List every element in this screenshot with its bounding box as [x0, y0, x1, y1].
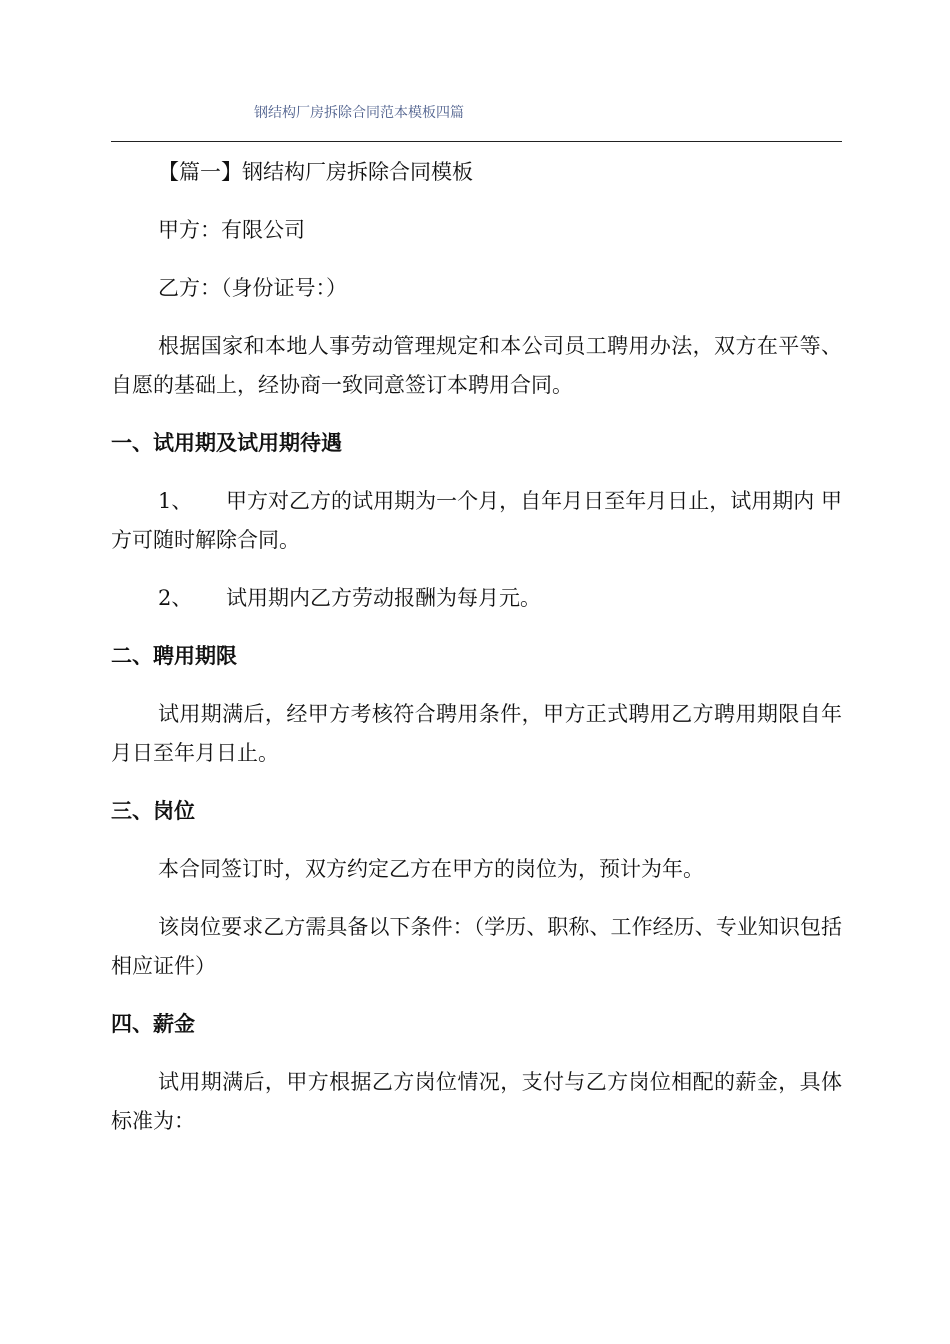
page-header-title: 钢结构厂房拆除合同范本模板四篇 [254, 105, 464, 121]
heading-post: 三、岗位 [111, 799, 195, 823]
document-body [111, 153, 842, 1160]
intro-paragraph: 根据国家和本地人事劳动管理规定和本公司员工聘用办法，双方在平等、自愿的基础上，经协商一致同意签订本聘用合同。 [111, 334, 842, 397]
post-paragraph-2: 该岗位要求乙方需具备以下条件：（学历、职称、工作经历、专业知识包括相应证件） [111, 915, 842, 978]
party-b-line: 乙方：（身份证号：） [158, 276, 347, 300]
list-item-2-text: 试用期内乙方劳动报酬为每月元。 [226, 586, 541, 610]
list-item-1-number: 1、 [158, 489, 193, 513]
list-item-2 [111, 579, 842, 618]
list-item-1 [111, 482, 842, 560]
section-title: 【篇一】钢结构厂房拆除合同模板 [158, 160, 473, 184]
list-item-1-text: 甲方对乙方的试用期为一个月，自年月日至年月日止，试用期内 甲方可随时解除合同。 [111, 489, 842, 552]
party-a-line: 甲方：有限公司 [158, 218, 305, 242]
heading-salary: 四、薪金 [111, 1012, 195, 1036]
term-paragraph: 试用期满后，经甲方考核符合聘用条件，甲方正式聘用乙方聘用期限自年月日至年月日止。 [111, 702, 842, 765]
salary-paragraph: 试用期满后，甲方根据乙方岗位情况，支付与乙方岗位相配的薪金，具体标准为： [111, 1070, 842, 1133]
post-paragraph-1: 本合同签订时，双方约定乙方在甲方的岗位为，预计为年。 [158, 857, 704, 881]
heading-probation: 一、试用期及试用期待遇 [111, 431, 342, 455]
heading-term: 二、聘用期限 [111, 644, 237, 668]
header-divider [111, 141, 842, 142]
list-item-2-number: 2、 [158, 586, 193, 610]
